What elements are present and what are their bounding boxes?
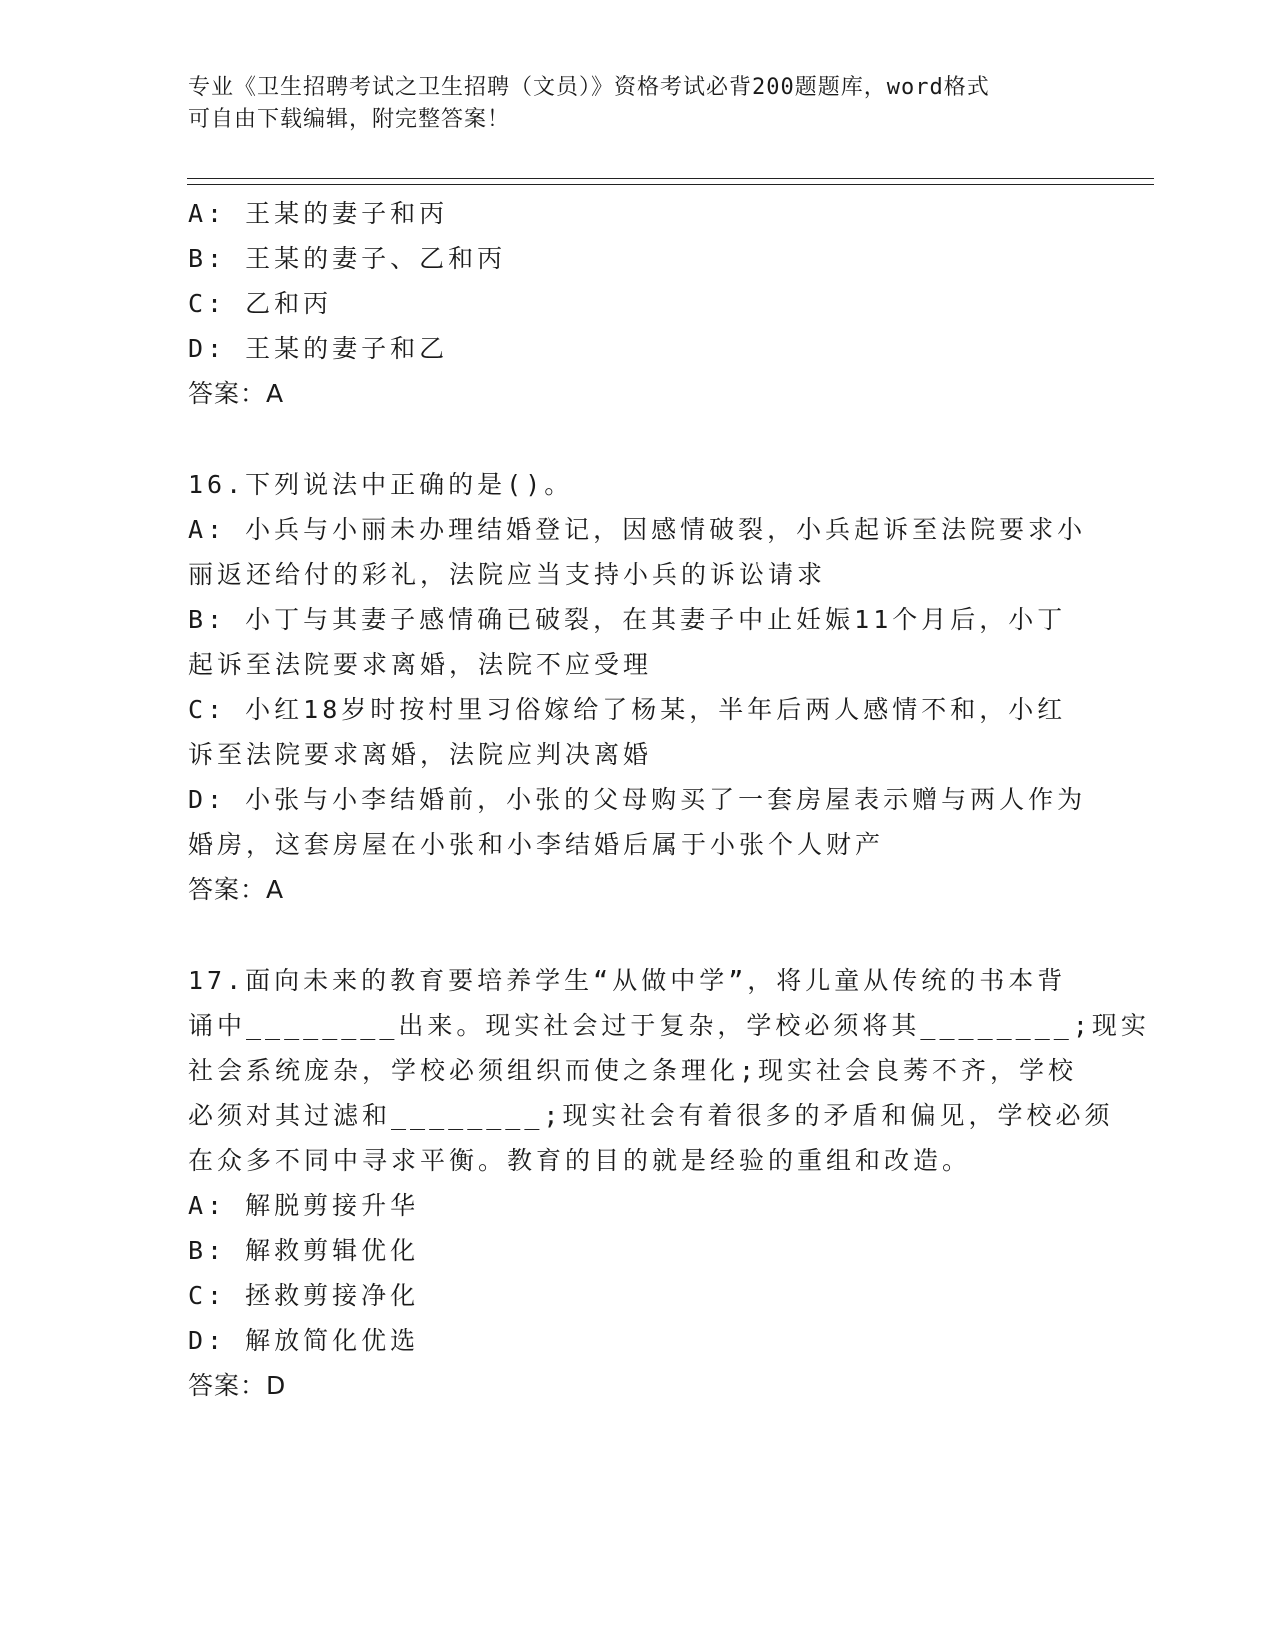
header-title-line-2: 可自由下载编辑，附完整答案！ — [188, 107, 511, 132]
spacer — [188, 416, 1088, 462]
question-17-block — [188, 958, 1150, 1408]
q16-option-a-line-1: A: 小兵与小丽未办理结婚登记，因感情破裂，小兵起诉至法院要求小 — [188, 515, 1087, 544]
q15-option-a: A: 王某的妻子和丙 — [188, 199, 449, 228]
spacer — [188, 912, 1088, 958]
document-header — [188, 72, 1088, 136]
q17-question-line-4: 必须对其过滤和________;现实社会有着很多的矛盾和偏见，学校必须 — [188, 1101, 1114, 1130]
q16-option-c-line-2: 诉至法院要求离婚，法院应判决离婚 — [188, 740, 653, 769]
q17-question-line-1: 17.面向未来的教育要培养学生“从做中学”，将儿童从传统的书本背 — [188, 966, 1067, 995]
document-body — [188, 191, 1150, 1408]
q17-option-b: B: 解救剪辑优化 — [188, 1236, 420, 1265]
q17-question-line-2: 诵中________出来。现实社会过于复杂，学校必须将其________;现实 — [188, 1011, 1150, 1040]
q17-answer: 答案：D — [188, 1371, 287, 1400]
q16-option-d-line-1: D: 小张与小李结婚前，小张的父母购买了一套房屋表示赠与两人作为 — [188, 785, 1087, 814]
q16-option-c-line-1: C: 小红18岁时按村里习俗嫁给了杨某，半年后两人感情不和，小红 — [188, 695, 1067, 724]
header-divider — [187, 178, 1154, 185]
q15-option-d: D: 王某的妻子和乙 — [188, 334, 449, 363]
q17-option-d: D: 解放简化优选 — [188, 1326, 420, 1355]
q16-option-b-line-2: 起诉至法院要求离婚，法院不应受理 — [188, 650, 653, 679]
q16-option-d-line-2: 婚房，这套房屋在小张和小李结婚后属于小张个人财产 — [188, 830, 885, 859]
q17-option-c: C: 拯救剪接净化 — [188, 1281, 420, 1310]
q16-answer: 答案：A — [188, 875, 285, 904]
q16-option-b-line-1: B: 小丁与其妻子感情确已破裂，在其妻子中止妊娠11个月后，小丁 — [188, 605, 1067, 634]
q17-question-line-5: 在众多不同中寻求平衡。教育的目的就是经验的重组和改造。 — [188, 1146, 972, 1175]
question-15-block — [188, 191, 1088, 416]
q15-option-b: B: 王某的妻子、乙和丙 — [188, 244, 507, 273]
q17-option-a: A: 解脱剪接升华 — [188, 1191, 420, 1220]
q15-option-c: C: 乙和丙 — [188, 289, 333, 318]
q16-option-a-line-2: 丽返还给付的彩礼，法院应当支持小兵的诉讼请求 — [188, 560, 827, 589]
q15-answer: 答案：A — [188, 379, 285, 408]
q17-question-line-3: 社会系统庞杂，学校必须组织而使之条理化;现实社会良莠不齐，学校 — [188, 1056, 1078, 1085]
question-16-block — [188, 462, 1088, 912]
q16-question: 16.下列说法中正确的是()。 — [188, 470, 574, 499]
header-title-line-1: 专业《卫生招聘考试之卫生招聘（文员）》资格考试必背200题题库，word格式 — [188, 75, 990, 100]
